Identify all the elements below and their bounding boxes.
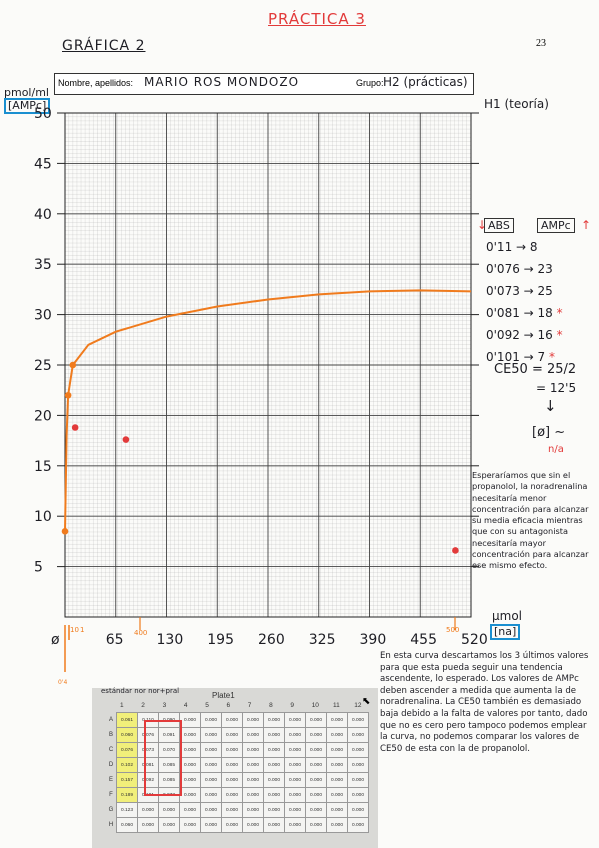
plate-cell: 0.000 (201, 713, 222, 728)
plate-cell: 0.000 (201, 773, 222, 788)
x-tick-label: 195 (207, 632, 234, 648)
plate-cell: 0.000 (222, 728, 243, 743)
plate-col-label: 9 (290, 702, 295, 709)
plate-col-label: 2 (141, 702, 145, 709)
plate-row-label: H (108, 822, 114, 828)
plate-cell: 0.110 (138, 713, 159, 728)
plate-cell: 0.000 (201, 743, 222, 758)
x-axis-unit: µmol (492, 609, 522, 623)
concentration-label: [ø] ~ (532, 425, 566, 440)
plate-cell: 0.060 (117, 818, 138, 833)
abs-header: ABS (484, 218, 514, 233)
small-x-label: 10 (70, 626, 79, 634)
x-tick-label: 455 (410, 632, 437, 648)
plate-photo (92, 688, 378, 848)
group-label: Grupo: (356, 78, 384, 88)
x-tick-labels (51, 632, 488, 648)
y-tick-label: 35 (34, 257, 52, 274)
plate-cell: 0.000 (327, 788, 348, 803)
highlight-box (144, 720, 182, 796)
discussion-text: En esta curva descartamos los 3 últimos valores para que esta pueda seguir una tendencia ascendente, lo esperado. Los valores de AMPc deben ascender a medida que aumenta la de noradrenalina. La CE50 también es demasiado baja debido a la falta de valores por tanto, dado que no es cero pero tampoco podemos emplear la curva, no podemos comparar los valores de CE50 de esta con la de propanolol. (380, 651, 589, 754)
plate-cell: 0.000 (285, 788, 306, 803)
plate-cell: 0.000 (264, 728, 285, 743)
plate-row-label: C (108, 747, 114, 753)
plate-cell: 0.076 (138, 728, 159, 743)
abs-ampc-row: 0'092 → 16 * (486, 328, 563, 342)
plate-cell: 0.000 (285, 743, 306, 758)
plate-cell: 0.000 (306, 743, 327, 758)
plate-cell: 0.000 (243, 773, 264, 788)
y-tick-labels (34, 106, 52, 576)
plate-cell: 0.000 (201, 788, 222, 803)
y-tick-label: 20 (34, 408, 52, 425)
plate-cell: 0.101 (138, 788, 159, 803)
plate-cell: 0.000 (306, 818, 327, 833)
data-point (62, 528, 69, 535)
plate-cell: 0.000 (348, 713, 369, 728)
x-tick-label: 65 (105, 632, 124, 648)
plate-cell: 0.000 (285, 818, 306, 833)
graph-subtitle: GRÁFICA 2 (62, 38, 146, 54)
plate-row-label: A (108, 717, 113, 723)
plate-cell: 0.000 (180, 713, 201, 728)
plate-cell: 0.000 (243, 713, 264, 728)
abs-ampc-row: 0'073 → 25 (486, 284, 553, 298)
arrow-up-icon: ↑ (581, 218, 592, 232)
y-tick-label: 5 (34, 559, 43, 576)
plate-col-label: 5 (205, 702, 209, 709)
data-point (123, 436, 130, 443)
x-tick-label: 325 (308, 632, 336, 648)
arrow-down-icon: ↓ (544, 397, 557, 415)
x-tick-label: 520 (461, 632, 488, 648)
plate-row-label: G (108, 807, 114, 813)
plate-title: Plate1 (212, 691, 235, 700)
plate-cell: 0.000 (327, 713, 348, 728)
plate-cell: 0.000 (264, 773, 285, 788)
plate-cell: 0.000 (243, 803, 264, 818)
ampc-header: AMPc (537, 218, 575, 233)
y-axis-unit: pmol/ml (4, 86, 49, 99)
plate-cell: 0.000 (201, 758, 222, 773)
plate-cell: 0.000 (327, 758, 348, 773)
plate-col-label: 1 (120, 702, 124, 709)
plate-cell: 0.000 (285, 728, 306, 743)
plate-cell: 0.081 (138, 758, 159, 773)
plate-cell: 0.000 (180, 758, 201, 773)
plate-cell: 0.060 (117, 728, 138, 743)
plate-cell: 0.000 (348, 773, 369, 788)
plate-cell: 0.000 (222, 818, 243, 833)
plate-cell: 0.000 (222, 758, 243, 773)
plate-row-label: E (108, 777, 113, 783)
plate-row-label: D (108, 762, 114, 768)
arrow-down-icon: ↓ (477, 218, 488, 232)
plate-cell: 0.000 (285, 773, 306, 788)
plate-cell: 0.000 (285, 803, 306, 818)
abs-ampc-row: 0'11 → 8 (486, 240, 538, 254)
x-tick-label: 390 (359, 632, 387, 648)
plate-cell: 0.000 (327, 728, 348, 743)
name-label: Nombre, apellidos: (58, 78, 134, 88)
ce50-formula: CE50 = 25/2 (494, 362, 577, 377)
plate-cell: 0.000 (327, 818, 348, 833)
group-value: H2 (prácticas) (383, 75, 468, 89)
cursor-icon: ⬉ (362, 696, 371, 707)
na-label: n/a (548, 444, 564, 455)
plate-cell: 0.000 (264, 788, 285, 803)
plate-cell: 0.000 (138, 803, 159, 818)
plate-cell: 0.000 (327, 773, 348, 788)
plate-handwritten-label: estándar nor nor+pral (101, 687, 180, 695)
plate-cell: 0.000 (327, 743, 348, 758)
plate-col-label: 11 (333, 702, 340, 709)
plate-cell: 0.000 (243, 758, 264, 773)
plate-cell: 0.000 (222, 788, 243, 803)
y-tick-label: 45 (34, 156, 52, 173)
plate-cell: 0.000 (264, 818, 285, 833)
plate-cell: 0.000 (327, 803, 348, 818)
x-tick-label: 260 (258, 632, 285, 648)
plate-row-label: F (109, 792, 113, 798)
plate-cell: 0.157 (117, 773, 138, 788)
data-point (72, 424, 79, 431)
small-x-label: 400 (134, 629, 148, 637)
x-axis-label-box: [na] (490, 624, 520, 640)
plate-cell: 0.000 (264, 713, 285, 728)
page-title: PRÁCTICA 3 (268, 10, 366, 28)
curve-label: H1 (teoría) (484, 97, 549, 111)
plate-cell: 0.000 (264, 803, 285, 818)
ce50-value: = 12'5 (536, 381, 577, 395)
plate-cell: 0.000 (348, 818, 369, 833)
plate-cell: 0.073 (138, 743, 159, 758)
y-axis-label-box: [AMPc] (4, 98, 50, 114)
plate-cell: 0.000 (348, 743, 369, 758)
plate-cell: 0.000 (348, 803, 369, 818)
small-x-label: 1 (80, 626, 85, 634)
abs-ampc-row: 0'081 → 18 * (486, 306, 563, 320)
plate-cell: 0.061 (117, 713, 138, 728)
plate-cell: 0.000 (348, 758, 369, 773)
y-tick-label: 10 (34, 509, 52, 526)
plate-cell: 0.000 (306, 803, 327, 818)
plate-cell: 0.000 (306, 758, 327, 773)
x-tick-label: ø (51, 632, 60, 648)
abs-ampc-row: 0'101 → 7 * (486, 350, 555, 364)
plate-cell: 0.000 (201, 728, 222, 743)
plate-cell: 0.070 (159, 743, 180, 758)
y-tick-label: 30 (34, 307, 52, 324)
plate-col-label: 10 (311, 702, 319, 709)
y-tick-label: 25 (34, 358, 52, 374)
plate-cell: 0.000 (348, 728, 369, 743)
plate-cell: 0.000 (180, 743, 201, 758)
plate-cell: 0.000 (306, 728, 327, 743)
plate-cell: 0.000 (222, 773, 243, 788)
plate-cell: 0.000 (348, 788, 369, 803)
data-point (65, 392, 72, 399)
plate-col-label: 7 (247, 702, 252, 709)
plate-cell: 0.000 (180, 818, 201, 833)
plate-cell: 0.000 (243, 743, 264, 758)
plate-cell: 0.000 (201, 818, 222, 833)
plate-cell: 0.000 (306, 713, 327, 728)
plate-cell: 0.000 (222, 743, 243, 758)
plate-cell: 0.000 (222, 713, 243, 728)
plate-cell: 0.123 (117, 803, 138, 818)
plate-cell: 0.076 (117, 743, 138, 758)
plate-cell: 0.000 (243, 728, 264, 743)
plate-cell: 0.000 (222, 803, 243, 818)
explanation-text: Esperaríamos que sin el propanolol, la noradrenalina necesitaría menor concentración para alcanzar su media eficacia mientras que con su antagonista necesitaría mayor concentración para alcanzar ese mismo efecto. (472, 470, 589, 571)
plate-cell: 0.085 (159, 773, 180, 788)
plate-col-label: 8 (269, 702, 273, 709)
plate-cell: 0.000 (243, 788, 264, 803)
plate-cell: 0.000 (264, 743, 285, 758)
plate-cell: 0.085 (159, 758, 180, 773)
x-tick-label: 130 (156, 632, 184, 648)
plate-col-label: 12 (354, 702, 362, 709)
plate-cell: 0.000 (180, 803, 201, 818)
plate-col-label: 6 (226, 702, 231, 709)
plate-cell: 0.000 (243, 818, 264, 833)
y-tick-label: 15 (34, 458, 52, 475)
plate-cell: 0.090 (159, 713, 180, 728)
plate-cell: 0.000 (306, 788, 327, 803)
y-tick-label: 40 (34, 206, 52, 223)
plate-row-label: B (108, 732, 113, 738)
plate-cell: 0.000 (159, 803, 180, 818)
plate-cell: 0.092 (138, 773, 159, 788)
plate-cell: 0.000 (138, 818, 159, 833)
plate-cell: 0.000 (180, 788, 201, 803)
plate-col-label: 4 (183, 702, 188, 709)
plate-cell: 0.000 (159, 818, 180, 833)
page-number: 23 (536, 38, 546, 49)
plate-cell: 0.000 (306, 773, 327, 788)
plate-cell: 0.091 (159, 728, 180, 743)
plate-cell: 0.000 (285, 713, 306, 728)
y-tick-label: 50 (34, 106, 52, 122)
plate-cell: 0.073 (159, 788, 180, 803)
plate-cell: 0.000 (201, 803, 222, 818)
plate-cell: 0.000 (180, 728, 201, 743)
plate-cell: 0.102 (117, 758, 138, 773)
plate-cell: 0.189 (117, 788, 138, 803)
name-value: MARIO ROS MONDOZO (144, 75, 300, 89)
plate-cell: 0.000 (180, 773, 201, 788)
small-x-label: 0'4 (58, 679, 68, 686)
plate-cell: 0.000 (285, 758, 306, 773)
small-x-label: 500 (446, 626, 460, 634)
plate-cell: 0.000 (264, 758, 285, 773)
data-point (70, 362, 77, 369)
plate-col-label: 3 (162, 702, 167, 709)
data-point (452, 547, 459, 554)
abs-ampc-row: 0'076 → 23 (486, 262, 553, 276)
